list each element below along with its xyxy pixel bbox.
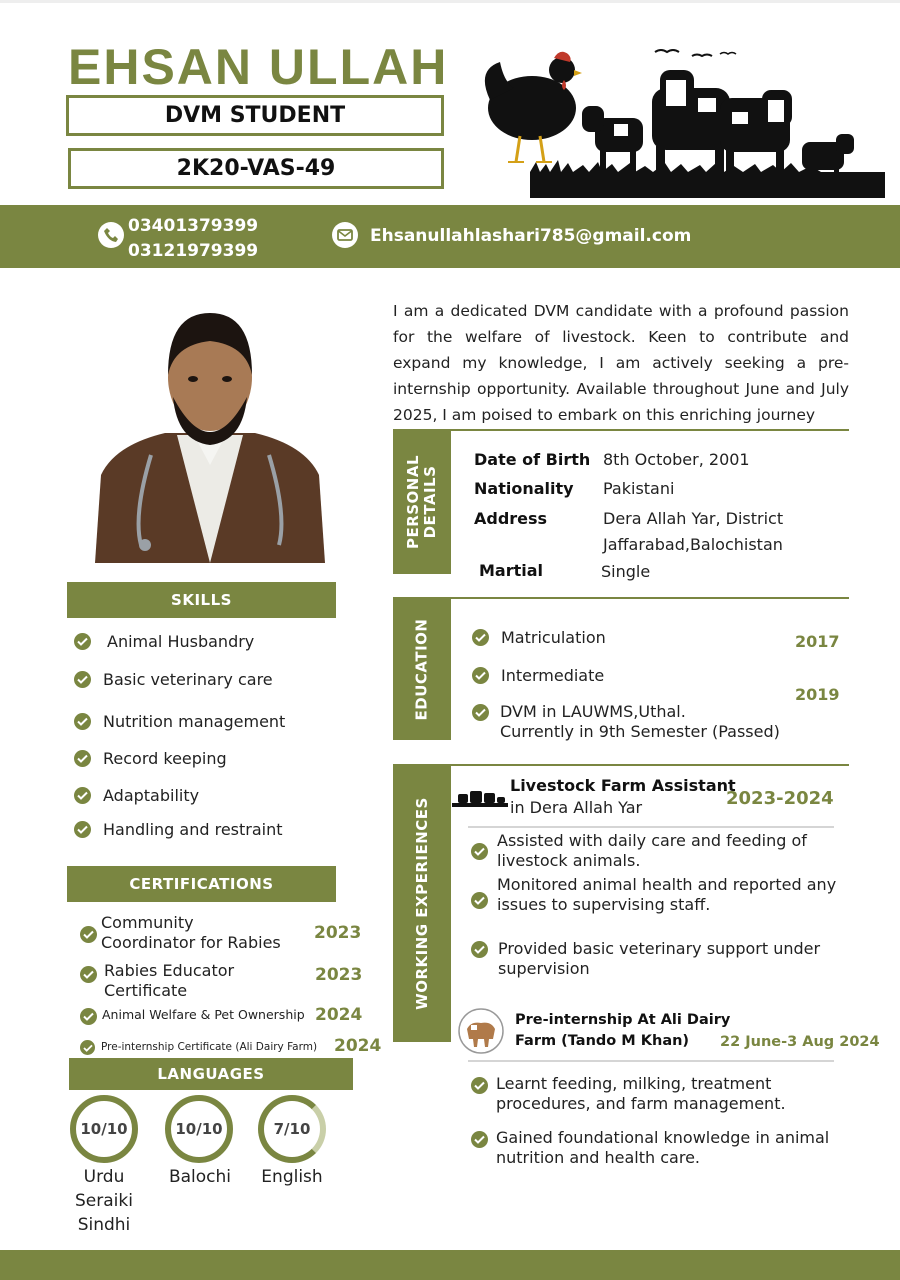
section-rule	[393, 597, 849, 599]
cert-item	[80, 913, 370, 953]
dob-value: 8th October, 2001	[603, 450, 750, 469]
candidate-name: EHSAN ULLAH	[68, 39, 449, 95]
farm-animals-illustration	[470, 40, 890, 205]
education-label: Intermediate	[501, 666, 605, 685]
student-id-text: 2K20-VAS-49	[176, 156, 336, 181]
job-title: Pre-internship At Ali Dairy Farm (Tando M Khan)	[515, 1012, 731, 1049]
address-line-2: Jaffarabad,Balochistan	[603, 535, 783, 554]
skill-label: Handling and restraint	[103, 820, 283, 839]
cert-item	[80, 1005, 380, 1029]
check-icon	[74, 713, 91, 730]
cert-year: 2023	[314, 923, 362, 943]
check-icon	[471, 941, 488, 958]
skill-label: Record keeping	[103, 749, 227, 768]
phone-number-2[interactable]: 03121979399	[128, 241, 259, 261]
check-icon	[74, 633, 91, 650]
job-title: Livestock Farm Assistant	[510, 776, 736, 795]
check-icon	[74, 750, 91, 767]
cert-year: 2023	[315, 965, 363, 985]
top-rule	[0, 0, 900, 3]
email-address[interactable]: Ehsanullahlashari785@gmail.com	[370, 226, 692, 246]
check-icon	[80, 926, 97, 943]
dob-label: Date of Birth	[474, 450, 591, 469]
languages-header: LANGUAGES	[69, 1058, 353, 1090]
cattle-logo-icon	[452, 788, 508, 810]
section-rule	[393, 764, 849, 766]
cert-name: Animal Welfare & Pet Ownership	[102, 1007, 305, 1022]
check-icon	[471, 1131, 488, 1148]
job-dates: 22 June-3 Aug 2024	[720, 1034, 880, 1050]
divider	[468, 826, 834, 828]
nationality-value: Pakistani	[603, 479, 675, 498]
job-dates: 2023-2024	[726, 788, 834, 809]
education-title: EDUCATION	[412, 618, 431, 720]
check-icon	[74, 671, 91, 688]
education-bar	[393, 598, 451, 740]
email-icon	[332, 222, 358, 248]
nationality-label: Nationality	[474, 479, 574, 498]
footer-band	[0, 1250, 900, 1280]
cert-item	[80, 1036, 380, 1060]
list-item	[74, 749, 227, 768]
ground	[530, 172, 885, 198]
cert-name: Community Coordinator for Rabies	[101, 913, 281, 952]
language-names: Urdu Seraiki Sindhi	[75, 1167, 133, 1235]
check-icon	[472, 704, 489, 721]
check-icon	[471, 892, 488, 909]
phone-icon	[98, 222, 124, 248]
list-item	[74, 632, 254, 651]
calf-icon	[582, 106, 643, 174]
certifications-header: CERTIFICATIONS	[67, 866, 336, 902]
skill-label: Animal Husbandry	[107, 632, 255, 651]
check-icon	[80, 1040, 95, 1055]
divider	[468, 1060, 834, 1062]
marital-value: Single	[601, 562, 651, 581]
marital-label: Martial	[479, 561, 544, 580]
check-icon	[74, 787, 91, 804]
list-item	[472, 702, 812, 742]
profile-photo	[95, 305, 325, 563]
title-text: DVM STUDENT	[164, 103, 346, 128]
list-item	[74, 712, 285, 731]
cert-year: 2024	[315, 1005, 363, 1025]
personal-details-title: PERSONAL DETAILS	[404, 454, 440, 550]
phone-number-1[interactable]: 03401379399	[128, 216, 259, 236]
cert-item	[80, 961, 370, 1001]
list-item	[74, 786, 199, 805]
objective-text: I am a dedicated DVM candidate with a profound passion for the welfare of livestock. Keen to contribute and expand my knowledge, I am actively seeking a pre-internship opportunity. Available throughout June and July 2025, I am poised to embark on this enriching journey	[393, 302, 849, 424]
skill-label: Adaptability	[103, 786, 200, 805]
cow-icon	[720, 90, 792, 174]
bird-icon	[655, 50, 679, 52]
check-icon	[472, 667, 489, 684]
education-label: DVM in LAUWMS,Uthal. Currently in 9th Semester (Passed)	[500, 702, 780, 741]
check-icon	[472, 629, 489, 646]
language-score-ring: 7/10	[258, 1095, 326, 1163]
list-item	[74, 670, 273, 689]
cert-name: Rabies Educator Certificate	[104, 961, 235, 1000]
list-item	[74, 820, 283, 839]
check-icon	[80, 1008, 97, 1025]
job-place: in Dera Allah Yar	[510, 798, 643, 817]
address-line-1: Dera Allah Yar, District	[603, 509, 784, 528]
skill-label: Basic veterinary care	[103, 670, 273, 689]
list-item	[472, 628, 606, 647]
student-id-box	[68, 148, 444, 189]
dairy-farm-logo-icon	[457, 1007, 505, 1055]
experience-bar	[393, 765, 451, 1042]
check-icon	[471, 1077, 488, 1094]
skill-label: Nutrition management	[103, 712, 286, 731]
language-names: Balochi	[168, 1167, 232, 1187]
title-box	[66, 95, 444, 136]
calf-icon	[802, 134, 854, 178]
experience-title: WORKING EXPERIENCES	[412, 797, 431, 1010]
hen-icon	[485, 52, 582, 162]
bird-icon	[692, 55, 712, 57]
check-icon	[74, 821, 91, 838]
address-label: Address	[474, 509, 548, 528]
language-score-ring: 10/10	[165, 1095, 233, 1163]
check-icon	[471, 843, 488, 860]
cert-name: Pre-internship Certificate (Ali Dairy Farm)	[101, 1041, 318, 1053]
language-score-ring: 10/10	[70, 1095, 138, 1163]
check-icon	[80, 966, 97, 983]
language-names: English	[261, 1167, 323, 1187]
education-label: Matriculation	[501, 628, 606, 647]
section-rule	[393, 429, 849, 431]
education-year: 2017	[795, 632, 840, 651]
personal-details-bar	[393, 430, 451, 574]
cert-year: 2024	[334, 1036, 382, 1056]
list-item	[472, 666, 604, 685]
cow-icon	[652, 70, 730, 174]
skills-header: SKILLS	[67, 582, 336, 618]
education-year: 2019	[795, 685, 840, 704]
bird-icon	[720, 53, 736, 55]
